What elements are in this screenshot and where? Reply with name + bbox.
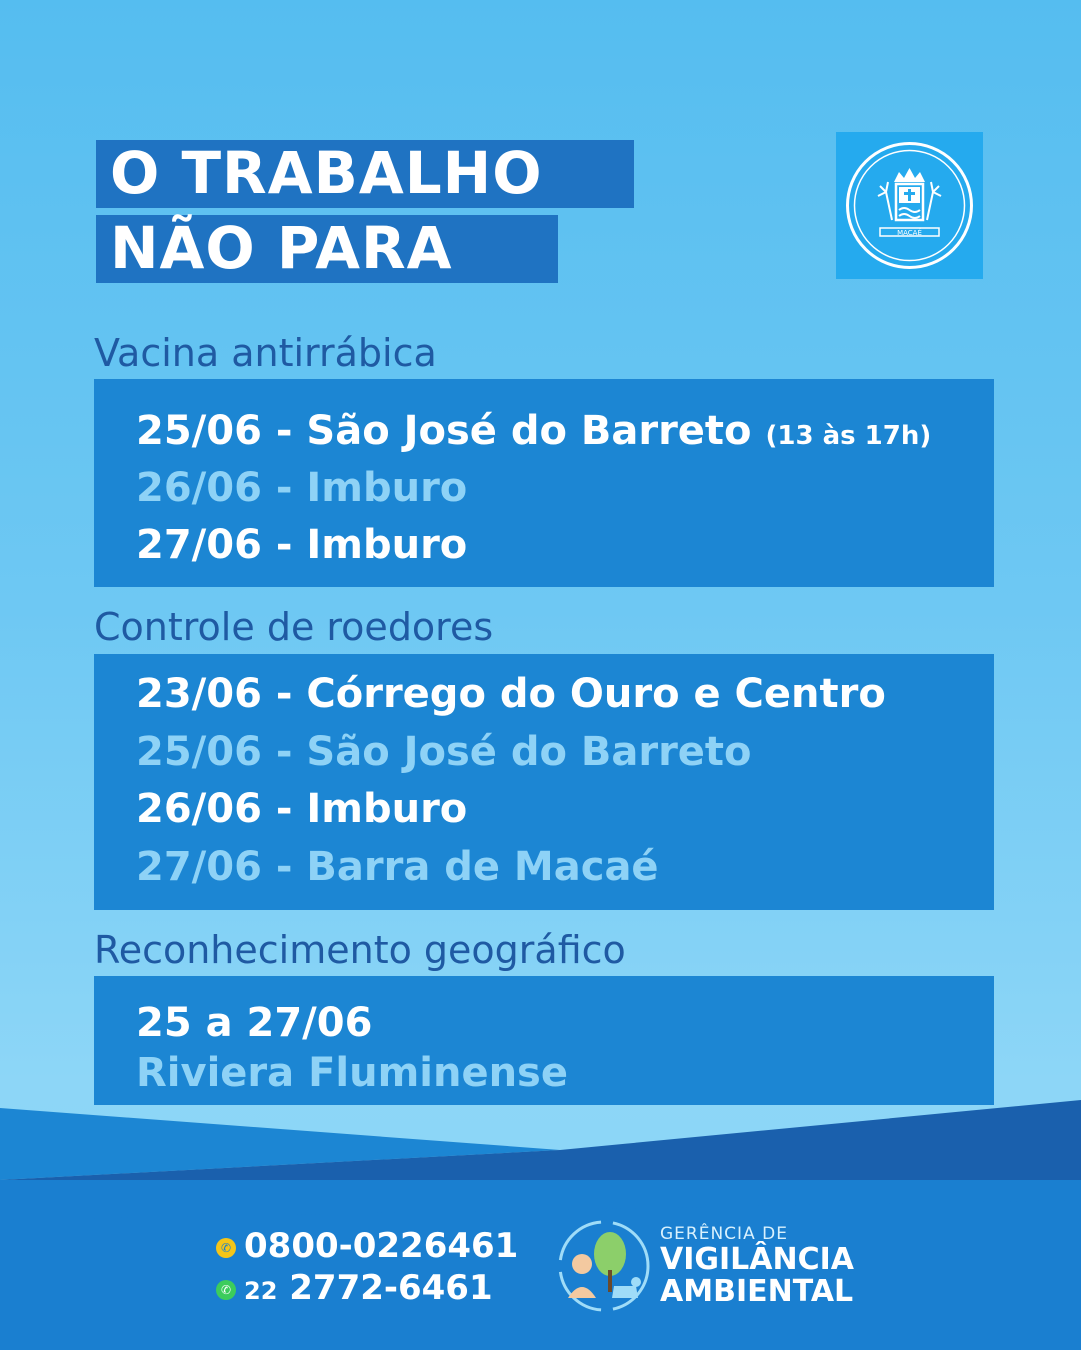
svg-text:MACAÉ: MACAÉ (897, 229, 922, 237)
phone-number: 0800-0226461 (244, 1226, 519, 1266)
whatsapp-icon: ✆ (216, 1280, 236, 1300)
title-line-2: NÃO PARA (96, 215, 558, 283)
panel-roedores (94, 654, 994, 910)
list-item: 25/06 - São José do Barreto (136, 729, 752, 775)
list-item: 23/06 - Córrego do Ouro e Centro (136, 671, 886, 717)
list-item: 26/06 - Imburo (136, 786, 468, 832)
list-item: 25 a 27/06 (136, 1000, 373, 1046)
org-name-line2: VIGILÂNCIA (660, 1242, 855, 1277)
whatsapp-line[interactable] (216, 1268, 493, 1311)
list-item-text: 25/06 - São José do Barreto (136, 408, 752, 454)
footer-background (0, 1100, 1081, 1350)
title-line-1: O TRABALHO (96, 140, 634, 208)
list-item (136, 407, 931, 460)
panel-vacina (94, 379, 994, 587)
org-name-line1: GERÊNCIA DE (660, 1224, 788, 1244)
environmental-surveillance-logo-icon (552, 1214, 656, 1318)
section-title-roedores: Controle de roedores (94, 605, 494, 649)
whatsapp-ddd: 22 (244, 1277, 278, 1305)
org-name-line3: AMBIENTAL (660, 1274, 854, 1309)
panel-reconhecimento (94, 976, 994, 1105)
list-item-note: (13 às 17h) (765, 421, 932, 451)
phone-line[interactable] (216, 1226, 518, 1266)
section-title-reconhecimento: Reconhecimento geográfico (94, 928, 626, 972)
list-item: 26/06 - Imburo (136, 465, 468, 511)
whatsapp-number: 2772-6461 (289, 1268, 493, 1308)
list-item: Riviera Fluminense (136, 1050, 568, 1096)
list-item: 27/06 - Imburo (136, 522, 468, 568)
section-title-vacina: Vacina antirrábica (94, 331, 437, 375)
city-coat-of-arms-icon (836, 132, 983, 279)
list-item: 27/06 - Barra de Macaé (136, 844, 659, 890)
phone-icon: ✆ (216, 1238, 236, 1258)
city-coat-of-arms-logo (836, 132, 983, 279)
org-name (660, 1224, 854, 1308)
